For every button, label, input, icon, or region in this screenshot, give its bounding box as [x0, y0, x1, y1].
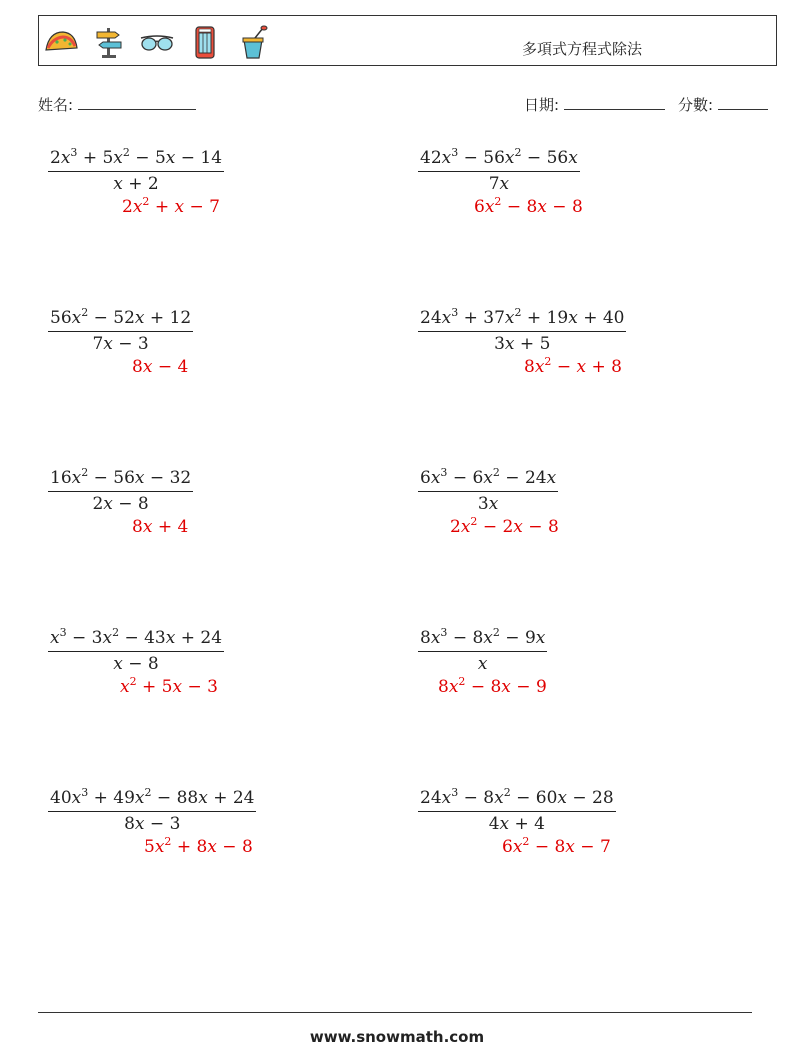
header-icons — [43, 22, 271, 62]
problem-3 — [48, 306, 193, 377]
problem-1 — [48, 146, 224, 217]
score-field — [678, 94, 768, 115]
problem-denominator: 2x − 8 — [48, 491, 193, 514]
worksheet-title: 多項式方程式除法 — [522, 40, 643, 58]
problem-numerator: $40x^3 + 49x^2 - 88x + 24$ — [50, 786, 255, 808]
problem-denominator: 3x + 5 — [418, 331, 626, 354]
problem-5 — [48, 466, 193, 537]
problem-10 — [418, 786, 616, 857]
signpost-icon — [91, 24, 127, 60]
problem-numerator: $8x^3 - 8x^2 - 9x$ — [420, 626, 546, 648]
problem-denominator: x + 2 — [48, 171, 224, 194]
date-field — [524, 94, 665, 115]
problem-4 — [418, 306, 626, 377]
problem-numerator: $56x^2 - 52x + 12$ — [50, 306, 192, 328]
problem-answer: $6x^2 - 8x - 7$ — [502, 835, 611, 857]
problem-denominator: 4x + 4 — [418, 811, 616, 834]
date-blank[interactable] — [564, 95, 665, 110]
footer-url: www.snowmath.com — [309, 1028, 485, 1046]
problem-answer: $x^2 + 5x - 3$ — [120, 675, 218, 697]
sand-bucket-icon — [235, 24, 271, 60]
sunglasses-icon — [139, 24, 175, 60]
problem-denominator: 8x − 3 — [48, 811, 256, 834]
score-label: 分數: — [678, 96, 714, 114]
problem-8 — [418, 626, 547, 697]
problem-numerator: $42x^3 - 56x^2 - 56x$ — [420, 146, 578, 168]
problem-7 — [48, 626, 224, 697]
problem-numerator: $6x^3 - 6x^2 - 24x$ — [420, 466, 557, 488]
problem-denominator: 3x — [418, 491, 558, 514]
problem-denominator: x — [418, 651, 547, 674]
problem-answer: $2x^2 + x - 7$ — [122, 195, 220, 217]
name-field — [38, 94, 196, 115]
problem-9 — [48, 786, 256, 857]
problem-answer: $8x^2 - 8x - 9$ — [438, 675, 547, 697]
problem-numerator: $16x^2 - 56x - 32$ — [50, 466, 192, 488]
problem-answer: $2x^2 - 2x - 8$ — [450, 515, 559, 537]
problem-6 — [418, 466, 559, 537]
score-blank[interactable] — [718, 95, 768, 110]
problem-numerator: $x^3 - 3x^2 - 43x + 24$ — [50, 626, 223, 648]
problem-denominator: 7x − 3 — [48, 331, 193, 354]
problem-2 — [418, 146, 583, 217]
footer-divider — [38, 1012, 752, 1013]
problem-answer: 8x − 4 — [132, 357, 189, 377]
header-box — [38, 15, 777, 66]
problem-denominator: x − 8 — [48, 651, 224, 674]
name-label: 姓名: — [38, 96, 74, 114]
problem-numerator: $2x^3 + 5x^2 - 5x - 14$ — [50, 146, 223, 168]
phone-booth-icon — [187, 24, 223, 60]
problem-answer: $5x^2 + 8x - 8$ — [144, 835, 253, 857]
problem-denominator: 7x — [418, 171, 580, 194]
problem-answer: $8x^2 - x + 8$ — [524, 355, 622, 377]
problem-answer: $6x^2 - 8x - 8$ — [474, 195, 583, 217]
date-label: 日期: — [524, 96, 560, 114]
problem-answer: 8x + 4 — [132, 517, 189, 537]
problem-numerator: $24x^3 - 8x^2 - 60x - 28$ — [420, 786, 614, 808]
taco-icon — [43, 24, 79, 60]
problem-numerator: $24x^3 + 37x^2 + 19x + 40$ — [420, 306, 625, 328]
name-blank[interactable] — [78, 95, 196, 110]
